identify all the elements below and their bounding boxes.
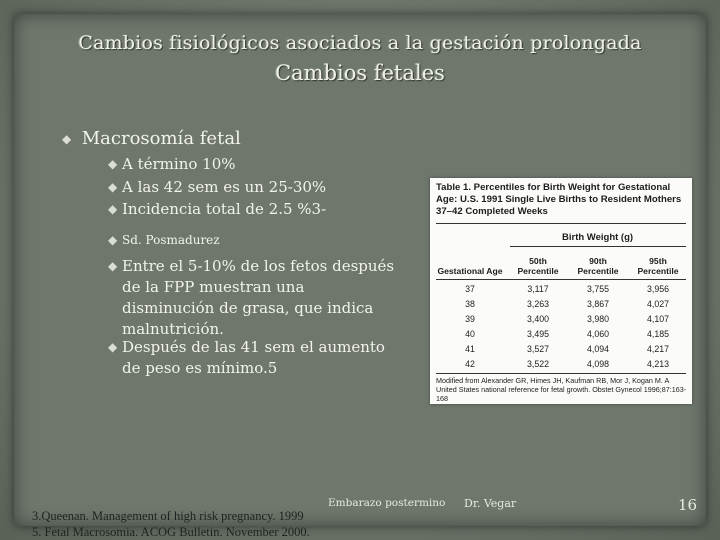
reference-5: 5. Fetal Macrosomia. ACOG Bulletin. November 2000. bbox=[32, 525, 310, 539]
sub-bullet bbox=[108, 337, 398, 379]
table-cell-gestational-age: 37 bbox=[465, 284, 475, 294]
table-cell-weight: 4,060 bbox=[586, 329, 609, 339]
sub-bullet bbox=[108, 256, 398, 340]
table-cell-weight: 3,867 bbox=[586, 299, 609, 309]
page-number: 16 bbox=[678, 496, 698, 514]
bullet-marker-icon: ◆ bbox=[108, 233, 118, 247]
sub-bullet bbox=[108, 199, 398, 220]
table-source: Modified from Alexander GR, Himes JH, Kaufman RB, Mor J, Kogan M. A United States national reference for fetal growth. Obstet Gynecol 1996;87:163-168 bbox=[436, 376, 687, 403]
table-cell-weight: 3,522 bbox=[526, 359, 549, 369]
birth-weight-table bbox=[430, 178, 692, 404]
bullet-macrosomia bbox=[62, 128, 241, 150]
table-cell-weight: 3,980 bbox=[586, 314, 609, 324]
table-cell-gestational-age: 40 bbox=[465, 329, 475, 339]
table-cell-weight: 3,495 bbox=[526, 329, 549, 339]
sub-bullet-text: Sd. Posmadurez bbox=[122, 233, 220, 247]
sub-bullet-text: A término 10% bbox=[122, 155, 236, 173]
table-rule bbox=[510, 246, 686, 247]
table-cell-weight: 4,027 bbox=[646, 299, 669, 309]
table-cell-gestational-age: 41 bbox=[465, 344, 475, 354]
reference-3: 3.Queenan. Management of high risk pregnancy. 1999 bbox=[32, 509, 304, 523]
table-column-header: 50th Percentile bbox=[517, 256, 559, 276]
table-cell-weight: 3,755 bbox=[586, 284, 609, 294]
sub-bullet-text: A las 42 sem es un 25-30% bbox=[122, 178, 327, 196]
table-group-header: Birth Weight (g) bbox=[562, 232, 634, 243]
bullet-marker-icon: ◆ bbox=[108, 259, 118, 273]
bullet-marker-icon: ◆ bbox=[108, 180, 118, 194]
table-cell-weight: 4,098 bbox=[586, 359, 609, 369]
table-column-header: Gestational Age bbox=[437, 266, 503, 276]
table-cell-weight: 4,094 bbox=[586, 344, 609, 354]
table-rule bbox=[436, 279, 686, 280]
slide-subtitle: Cambios fetales bbox=[275, 61, 445, 85]
table-column-header: 90th Percentile bbox=[577, 256, 619, 276]
sub-bullet bbox=[108, 230, 398, 251]
table-cell-gestational-age: 38 bbox=[465, 299, 475, 309]
bullet-marker-icon: ◆ bbox=[108, 202, 118, 216]
table-cell-weight: 3,263 bbox=[526, 299, 549, 309]
table-cell-weight: 4,185 bbox=[646, 329, 669, 339]
sub-bullet bbox=[108, 177, 398, 198]
bullet-marker-icon: ◆ bbox=[108, 340, 118, 354]
table-cell-weight: 3,117 bbox=[527, 284, 549, 294]
table-rule bbox=[436, 223, 686, 224]
table-column-header: 95th Percentile bbox=[637, 256, 679, 276]
sub-bullet-text: Entre el 5-10% de los fetos después de la FPP muestran una disminución de grasa, que indica malnutrición. bbox=[122, 257, 395, 338]
table-cell-gestational-age: 42 bbox=[465, 359, 475, 369]
footer-title: Embarazo postermino bbox=[328, 497, 446, 509]
table-cell-weight: 3,527 bbox=[526, 344, 549, 354]
table-cell-gestational-age: 39 bbox=[465, 314, 475, 324]
sub-bullet-text: Después de las 41 sem el aumento de peso es mínimo.5 bbox=[122, 338, 385, 377]
footer-author: Dr. Vegar bbox=[464, 497, 517, 510]
table-rule bbox=[436, 373, 686, 374]
slide-title: Cambios fisiológicos asociados a la gestación prolongada bbox=[78, 32, 642, 54]
table-cell-weight: 4,217 bbox=[646, 344, 669, 354]
bullet-marker-icon: ◆ bbox=[62, 132, 72, 146]
table-cell-weight: 3,956 bbox=[646, 284, 669, 294]
sub-bullet bbox=[108, 154, 398, 175]
sub-bullet-text: Incidencia total de 2.5 %3- bbox=[122, 200, 327, 218]
table-cell-weight: 4,107 bbox=[646, 314, 669, 324]
table-cell-weight: 4,213 bbox=[646, 359, 669, 369]
table-cell-weight: 3,400 bbox=[526, 314, 549, 324]
bullet-text: Macrosomía fetal bbox=[81, 128, 241, 149]
bullet-marker-icon: ◆ bbox=[108, 157, 118, 171]
table-title: Table 1. Percentiles for Birth Weight for Gestational Age: U.S. 1991 Single Live Births to Resident Mothers 37–42 Completed Weeks bbox=[436, 182, 682, 217]
